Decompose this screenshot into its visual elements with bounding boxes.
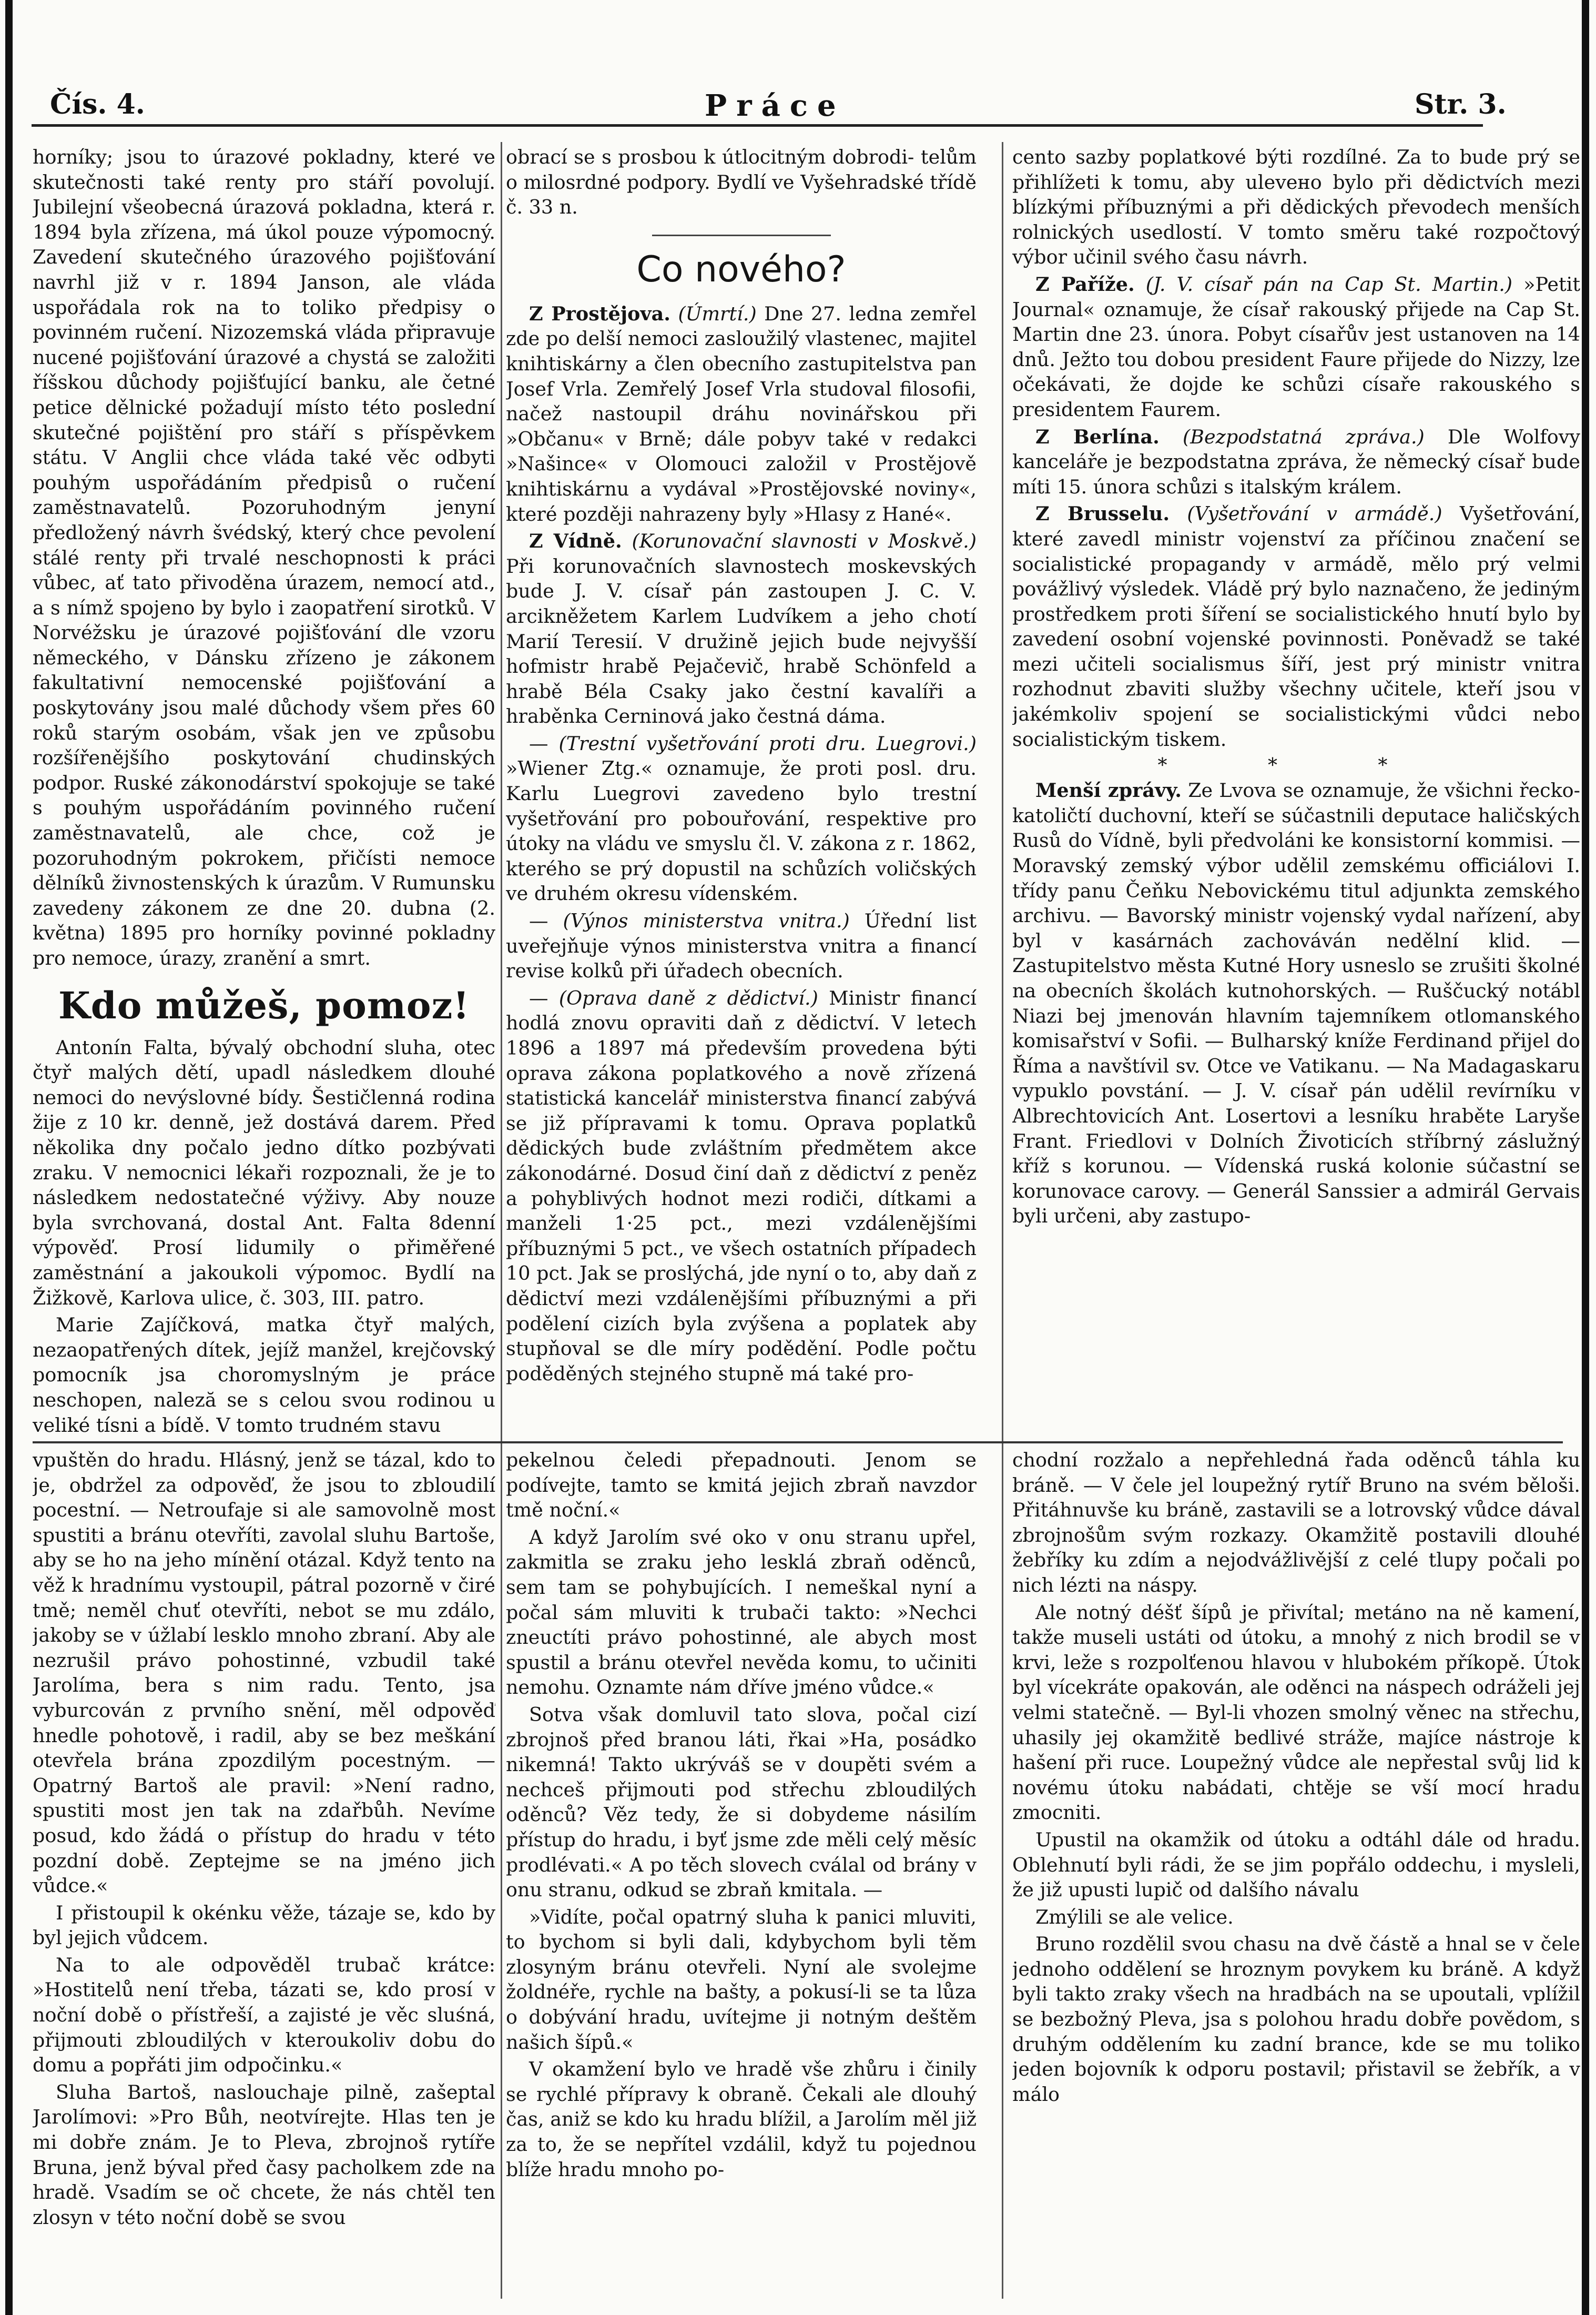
article-column-3: [1012, 145, 1580, 1439]
header-rule: [32, 124, 1483, 127]
news-item: [1012, 272, 1580, 422]
news-topic: (Bezpodstatná zpráva.): [1182, 425, 1425, 448]
news-body: Úřední list uveřejňuje výnos ministerstva vnitra a financí revise kolků při úřadech obecních.: [506, 909, 977, 983]
appeal-continuation: obrací se s prosbou k útlocitným dobrodi- telům o milosrdné podpory. Bydlí ve Vyšehradské třídě č. 33 n.: [506, 146, 977, 219]
news-topic: (Trestní vyšetřování proti dru. Luegrovi.): [558, 732, 977, 755]
article-column-1: [33, 145, 495, 1439]
news-item: — (Trestní vyšetřování proti dru. Luegrovi.) »Wiener Ztg.« oznamuje, že proti posl. dru. Karlu Luegrovi zavedeno bylo trestní vyšetřování pro pobouřování, respektive pro útoky na vládu ve smyslu čl. V. zákona z r. 1862, kterého se prý dopustil na schůzích voličských ve druhém okresu vídenském.: [506, 732, 977, 905]
feuilleton-column-3: [1012, 1448, 1580, 2305]
news-topic: (Oprava daně z dědictví.): [558, 986, 818, 1009]
feuilleton-column-2: [506, 1448, 977, 2305]
news-item: — (Oprava daně z dědictví.) Ministr financí hodlá znovu opraviti daň z dědictví. V letech 1896 a 1897 má především provedena býti oprava zákona poplatkového a nově zřízená statistická kancelář ministerstva financí zabývá se již přípravami k tomu. Oprava poplatků dědických bude zvláštním předmětem akce zákonodárné. Dosud činí daň z dědictví z peněz a pohyblivých hodnot mezi rodiči, dítkami a manželi 1·25 pct., mezi vzdálenějšími příbuznými 5 pct., ve všech ostatních případech 10 pct. Jak se proslýchá, jde nyní o to, aby daň z dědictví mezi vzdálenějšími příbuznými a při podělení cizích byla zvýšena a poplatek aby stupňoval se dle míry podědění. Podle počtu poděděných stejného stupně má také pro-: [506, 986, 977, 1385]
newspaper-title: Práce: [705, 88, 846, 123]
news-body: Dle Wolfovy kanceláře je bezpodstatna zpráva, že německý císař bude míti 15. února schůzi s italským králem.: [1012, 425, 1580, 498]
story-paragraph: Sluha Bartoš, naslouchaje pilně, zašeptal Jarolímovi: »Pro Bůh, neotvírejte. Hlas ten je mi dobře znám. Je to Pleva, zbrojnoš rytíře Bruna, jenž býval před časy pacholkem zde na hradě. Vsadím se oč chcete, že nás chtěl ten zlosyn v této noční době se svou: [33, 2080, 495, 2229]
news-item: [1012, 501, 1580, 752]
story-paragraph: Na to ale odpověděl trubač krátce: »Hostitelů není třeba, tázati se, kdo prosí v noční době o přístřeší, a zajisté je věc sluśná, přijmouti zbloudilých v kteroukoliv dobu do domu a popřáti jim odpočinku.«: [33, 1953, 495, 2077]
news-item: — (Výnos ministerstva vnitra.) Úřední list uveřejňuje výnos ministerstva vnitra a financí revise kolků při úřadech obecních.: [506, 909, 977, 983]
news-topic: (Korunovační slavnosti v Moskvě.): [632, 530, 977, 553]
appeal-paragraph: Antonín Falta, bývalý obchodní sluha, otec čtyř malých dětí, upadl následkem dlouhé nemoci do nevýslovné bídy. Šestičlenná rodina žije z 10 kr. denně, jež dostává darem. Před několika dny počalo jedno dítko pozbývati zraku. V nemocnici lékaři rozpoznali, že je to následkem nedostatečné výživy. Aby nouze byla svrchovaná, dostal Ant. Falta 8denní výpověď. Prosí lidumily o přiměřené zaměstnání a jakoukoli výpomoc. Bydlí na Žižkově, Karlova ulice, č. 303, III. patro.: [33, 1036, 495, 1309]
feuilleton-column-1: [33, 1448, 495, 2305]
section-heading-co-noveho: Co nového?: [636, 248, 846, 290]
news-body: »Wiener Ztg.« oznamuje, že proti posl. dru. Karlu Luegrovi zavedeno bylo trestní vyšetřování pro pobouřování, respektive pro útoky na vládu ve smyslu čl. V. zákona z r. 1862, kterého se prý dopustil na schůzích voličských ve druhém okresu vídenském.: [506, 757, 977, 905]
news-body: »Petit Journal« oznamuje, že císař rakouský přijede na Cap St. Martin dne 23. února. Pobyt císařův jest ustanoven na 14 dnů. Ježto tou dobou president Faure přijede do Nizzy, lze očekávati, že dojde ke schůzi císaře rakouského s presidentem Faurem.: [1012, 272, 1580, 421]
news-body: Vyšetřování, které zavedl ministr vojenství za příčinou značení se socialistické propagandy v armádě, mělo prý velmi povážlivý výsledek. Vládě prý bylo naznačeno, že jediným prostředkem proti šíření se socialistického hnutí bylo by zavedení osobní vojenské povinnosti. Poněvadž se také mezi učiteli socialismus šíří, jest prý ministr vnitra rozhodnut zbaviti služby všechny učitele, kteří jsou v jakémkoliv spojení se socialistickými vůdci nebo socialistickým tiskem.: [1012, 502, 1580, 751]
news-body: Ministr financí hodlá znovu opraviti daň z dědictví. V letech 1896 a 1897 má především provedena býti oprava zákona poplatkového a nově zřízená statistická kancelář ministerstva financí zabývá se již přípravami k tomu. Oprava poplatků dědických bude zvláštním předmětem akce zákonodárné. Dosud činí daň z dědictví z peněz a pohyblivých hodnot mezi rodiči, dítkami a manželi 1·25 pct., mezi vzdálenějšími příbuznými 5 pct., ve všech ostatních případech 10 pct. Jak se proslýchá, jde nyní o to, aby daň z dědictví mezi vzdálenějšími příbuznými a při podělení cizích byla zvýšena a poplatek aby stupňoval se dle míry podědění. Podle počtu poděděných stejného stupně má také pro-: [506, 986, 977, 1385]
news-continuation: cento sazby poplatkové býti rozdílné. Za to bude prý se přihlížeti k tomu, aby ulevено bylo při dědictvích mezi blízkými příbuznými a při dědických převodech menších rolnických usedlostí. V tomto směru také rozpočtový výbor učinil svého času návrh.: [1012, 146, 1580, 269]
news-body: Při korunovačních slavnostech moskevských bude J. V. císař pán zastoupen J. C. V. arcikněžetem Karlem Ludvíkem a jeho chotí Marií Teresií. V družině jejich bude nejvyšší hofmistr hrabě Pejačevič, hrabě Schönfeld a hrabě Béla Csaky jako čestní kavalíři a hraběnka Cerninová jako čestná dáma.: [506, 554, 977, 728]
issue-number: Čís. 4.: [50, 88, 145, 120]
column-divider: [1002, 142, 1003, 2299]
feuilleton-rule: [33, 1441, 1563, 1443]
story-paragraph: »Vidíte, počal opatrný sluha k panici mluviti, to bychom si byli dali, kdybychom byli těm zlosyným bránu otevřeli. Nyní ale svolejme žoldnéře, rychle na bašty, a pokusí-li se ta lůza o dobývání hradu, uvítejme ji notným deštěm našich šípů.«: [506, 1905, 977, 2054]
section-heading-kdo-muzes: Kdo můžeš, pomoz!: [58, 983, 470, 1027]
story-paragraph: Sotva však domluvil tato slova, počal cizí zbrojnoš před branou láti, řkai »Ha, posádko nikemná! Takto ukrýváš se v doupěti svém a nechceš přijmouti pod střechu zbloudilých oděnců? Věz tedy, že si dobydeme násilím přístup do hradu, i byť jsme zde měli celý měsíc prodlévati.« A po těch slovech cválal od brány v onu stranu, odkud se zbraň kmitala. —: [506, 1703, 977, 1902]
story-paragraph: vpuštěn do hradu. Hlásný, jenž se tázal, kdo to je, obdržel za odpověď, že jsou to zbloudilí pocestní. — Netroufaje si ale samovolně most spustiti a bránu otevříti, zavolal sluhu Bartoše, aby se ho na jeho mínění otázal. Když tento na věž k hradnímu vystoupil, pátral pozorně v čiré tmě; neměl chuť otevříti, nebot se mu zdálo, jakoby se v úžlabí lesklo mnoho zbraní. Aby ale nezrušil právo pohostinné, vzbudil také Jarolíma, bera s nim radu. Tento, jsa vyburcován z prvního snění, měl odpověď hnedle pohotově, i radil, aby se bez meškání otevřela brána zpozdilým pocestným. — Opatrný Bartoš ale pravil: »Není radno, spustiti most jen tak na zdařbůh. Nevíme posud, kdo žádá o přístup do hradu v této pozdní době. Zeptejme se na jméno jich vůdce.«: [33, 1449, 495, 1897]
left-margin-rule: [5, 0, 13, 2315]
news-dateline: Z Paříže.: [1035, 272, 1135, 296]
news-body: Ze Lvova se oznamuje, že všichni řecko-katoličtí duchovní, kteří se súčastnili deputace haličských Rusů do Vídně, byli předvoláni ke konsistorní kommisi. — Moravský zemský výbor udělil zemskému officiálovi I. třídy panu Čeňku Nebovickému titul adjunkta zemského archivu. — Bavorský ministr vojenský vydal nařízení, aby byl v kasárnách zachováván nedělní klid. — Zastupitelstvo města Kutné Hory usneslo se zrušiti školné na obecních školách kutnohorských. — Ruščucký notábl Niazi bej jmenován hlavním tajemníkem otlomanského komisařství v Sofii. — Bulharský kníže Ferdinand přijel do Říma a navštívil sv. Otce ve Vatikanu. — Na Madagaskaru vypuklo povstání. — J. V. císař pán udělil revírníku v Albrechtovicích Ant. Losertovi a lesníku hraběte Laryše Frant. Friedlovi v Dolních Životicích stříbrný záslužný kříž s korunou. — Vídenská ruská kolonie súčastní se korunovace carovy. — Generál Sanssier a admirál Gervais byli určeni, aby zastupo-: [1012, 779, 1580, 1228]
news-item: [1012, 424, 1580, 500]
story-paragraph: Ale notný déšť šípů je přivítal; metáno na ně kamení, takže museli ustáti od útoku, a mnohý z nich brodil se v krvi, leže s rozpolťenou hlavou v hlubokém příkopě. Útok byl vícekráte opakován, ale oděnci na náspech odráželi jej velmi statečně. — Byl-li vhozen smolný věnec na střechu, uhasily jej okamžitě bedlivé stráže, majíce nástroje k hašení při ruce. Loupežný vůdce ale nepřestal svůj lid k novému útoku nabádati, chtěje se vší mocí hradu zmocniti.: [1012, 1601, 1580, 1824]
page-number: Str. 3.: [1415, 88, 1507, 120]
news-body: Dne 27. ledna zemřel zde po delší nemoci zasloužilý vlastenec, majitel knihtiskárny a člen obecního zastupitelstva pan Josef Vrla. Zemřelý Josef Vrla studoval filosofii, načež nastoupil dráhu novinářskou při »Občanu« v Brně; dále pobyv také v redakci »Našince« v Olomouci založil v Prostějově knihtiskárnu a vydával »Prostějovské noviny«, které později nahrazeny byly »Hlasy z Hané«.: [506, 302, 977, 525]
news-dateline: Z Brusselu.: [1035, 502, 1170, 525]
appeal-paragraph: Marie Zajíčková, matka čtyř malých, nezaopatřených dítek, jejíž manžel, krejčovský pomocník jsa choromyslným je práce neschopen, naleză se s celou svou rodinou u veliké tísni a bídě. V tomto trudném stavu: [33, 1313, 495, 1437]
story-paragraph: Upustil na okamžik od útoku a odtáhl dále od hradu. Oblehnutí byli rádi, že se jim popřálo oddechu, i mysleli, že již upusti lupič od dalšího návalu: [1012, 1828, 1580, 1902]
story-paragraph: A když Jarolím své oko v onu stranu upřel, zakmitla se zraku jeho lesklá zbraň oděnců, sem tam se pohybujících. I nemeškal nyní a počal sám mluviti k trubači takto: »Nechci zneuctíti právo pohostinné, ale abych most spustil a bránu otevřel nevěda komu, to učiniti nemohu. Oznamte nám dříve jméno vůdce.«: [506, 1525, 977, 1699]
news-topic: (Výnos ministerstva vnitra.): [563, 909, 850, 933]
story-paragraph: Bruno rozdělil svou chasu na dvě částě a hnal se v čele jednoho oddělení se hroznym povykem ku bráně. A když byli takto zraky všech na hradbách na se upoutali, vplížil se bezbožný Pleva, jsa s polohou hradu dobře povědom, s druhým oddělením ku zadní brance, kde se mu toliko jeden bojovník k odporu postavil; přistavil se žebřík, a v málo: [1012, 1933, 1580, 2106]
news-item: [506, 529, 977, 729]
news-dateline: Z Vídně.: [529, 530, 622, 553]
news-item: [506, 301, 977, 527]
news-dateline: Menší zprávy.: [1035, 779, 1182, 802]
story-paragraph: pekelnou čeledi přepadnouti. Jenom se podívejte, tamto se kmitá jejich zbraň navzdor tmě noční.«: [506, 1449, 977, 1522]
story-paragraph: chodní rozžalo a nepřehledná řada oděnců táhla ku bráně. — V čele jel loupežný rytíř Bruno na svém běloši. Přitáhnuvše ku bráně, zastavili se a lotrovský vůdce dával zbrojnošům svým rozkazy. Okamžitě postavili dlouhé žebříky ku zdím a nejodvážlivější z celé tlupy počali po nich lézti na náspy.: [1012, 1449, 1580, 1596]
news-topic: (Úmrtí.): [678, 302, 757, 325]
story-paragraph: Zmýlili se ale velice.: [1035, 1905, 1234, 1928]
news-topic: (Vyšetřování v armádě.): [1187, 502, 1442, 525]
section-rule: [652, 235, 831, 236]
news-topic: (J. V. císař pán na Cap St. Martin.): [1145, 272, 1513, 296]
right-margin-rule: [1582, 0, 1589, 2315]
news-dateline: Z Prostějova.: [529, 302, 670, 325]
article-column-2: [506, 145, 977, 1439]
section-separator-stars: * * *: [1157, 755, 1435, 777]
story-paragraph: V okamžení bylo ve hradě vše zhůru i činily se rychlé přípravy k obraně. Čekali ale dlouhý čas, aniž se kdo ku hradu blížil, a Jarolím měl již za to, že se nepřítel vzdálil, když tu pojednou blíže hradu mnoho po-: [506, 2058, 977, 2181]
news-item: [1012, 778, 1580, 1229]
column-divider: [501, 142, 502, 2299]
story-paragraph: I přistoupil k okénku věže, tázaje se, kdo by byl jejich vůdcem.: [33, 1901, 495, 1949]
news-dateline: Z Berlína.: [1035, 425, 1160, 448]
article-paragraph: horníky; jsou to úrazové pokladny, které ve skutečnosti také renty pro stáří povolují. Jubilejní všeobecná úrazová pokladna, která r. 1894 byla zřízena, má úkol pouze výpomocný. Zavedení skutečného úrazového pojišťování navrhl již v r. 1894 Janson, ale vláda uspořádala rok na to toliko předpisy o povinném ručení. Nizozemská vláda připravuje nucené pojišťování úrazové a chystá se založiti říšskou důchody pojišťující banku, ale četné petice dělnické požadují místo této poslední skutečné pojištění pro stáří s příspěvkem státu. V Anglii chce vláda také věc odbyti pouhým uspořádáním předpisů o ručení zaměstnavatelů. Pozoruhodným jenyní předložený návrh švédský, který chce pevolení stálé renty při trvalé neschopnosti k práci vůbec, ať tato přivoděna úrazem, nemocí atd., a s nímž spojeno by bylo i zaopatření sirotků. V Norvéžsku je úrazové pojišťování dle vzoru německého, v Dánsku zřízeno je zákonem fakultativní nemocenské pojišťování a poskytovány jsou malé důchody všem přes 60 roků starým osobám, však jen ve způsobu rozšířenějšího poskytování chudinských podpor. Ruské zákonodárství spokojuje se také s pouhým uspořádáním povinného ručení zaměstnavatelů, ale chce, což je pozoruhodným pokrokem, přičísti nemoce dělníků živnostenských k úrazům. V Rumunsku zavedeny zákonem ze dne 20. dubna (2. května) 1895 pro horníky povinné pokladny pro nemoce, úrazy, zranění a smrt.: [33, 146, 495, 969]
